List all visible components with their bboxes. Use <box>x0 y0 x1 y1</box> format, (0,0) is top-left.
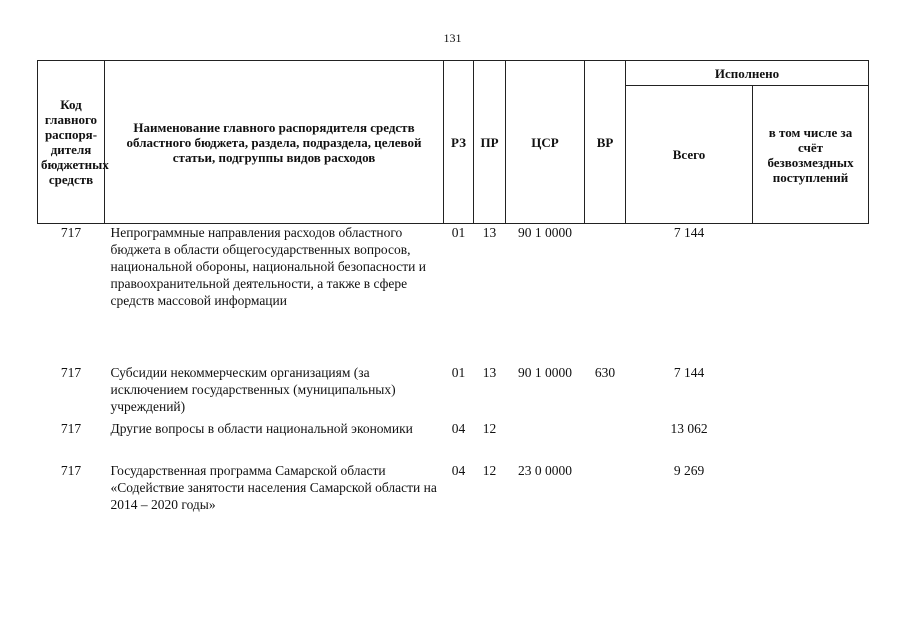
header-rz: РЗ <box>444 61 474 224</box>
cell-pr: 13 <box>482 365 497 380</box>
cell-pr: 12 <box>482 421 497 436</box>
cell-name: Государственная программа Самарской области «Содействие занятости населения Самарской области на 2014 – 2020 годы» <box>110 463 437 512</box>
cell-rz: 04 <box>451 463 466 478</box>
header-csr: ЦСР <box>506 61 585 224</box>
cell-incl <box>753 224 869 365</box>
header-code: Код главного распоря-дителя бюджетных средств <box>38 61 105 224</box>
table-row <box>38 224 869 365</box>
cell-name: Другие вопросы в области национальной экономики <box>110 421 413 436</box>
cell-incl <box>753 420 869 462</box>
cell-incl <box>753 462 869 522</box>
page-number: 131 <box>443 31 462 45</box>
table-row <box>38 364 869 420</box>
cell-csr: 23 0 0000 <box>518 463 572 478</box>
cell-vr <box>585 462 626 522</box>
budget-table <box>37 60 869 522</box>
cell-code: 717 <box>60 463 82 478</box>
header-name: Наименование главного распорядителя средств областного бюджета, раздела, подраздела, целевой статьи, подгруппы видов расходов <box>105 61 444 224</box>
header-incl-free: в том числе за счёт безвозмездных поступлений <box>753 86 869 224</box>
cell-incl <box>753 364 869 420</box>
cell-name: Непрограммные направления расходов областного бюджета в области общегосударственных вопросов, национальной обороны, национальной безопасности и правоохранительной деятельности, а также в сфере средств массовой информации <box>110 225 426 308</box>
cell-total: 13 062 <box>670 421 708 436</box>
header-vr: ВР <box>585 61 626 224</box>
cell-vr <box>585 224 626 365</box>
table-header <box>38 61 869 224</box>
cell-vr <box>585 420 626 462</box>
cell-rz: 04 <box>451 421 466 436</box>
cell-code: 717 <box>60 365 82 380</box>
table-row <box>38 420 869 462</box>
cell-pr: 13 <box>482 225 497 240</box>
header-pr: ПР <box>474 61 506 224</box>
cell-csr: 90 1 0000 <box>518 365 572 380</box>
header-total: Всего <box>626 86 753 224</box>
cell-vr: 630 <box>594 365 616 380</box>
table-body <box>38 224 869 523</box>
cell-rz: 01 <box>451 365 466 380</box>
cell-total: 7 144 <box>673 225 705 240</box>
cell-total: 9 269 <box>673 463 705 478</box>
cell-code: 717 <box>60 225 82 240</box>
cell-csr: 90 1 0000 <box>518 225 572 240</box>
cell-code: 717 <box>60 421 82 436</box>
header-executed: Исполнено <box>626 61 869 86</box>
table-row <box>38 462 869 522</box>
cell-rz: 01 <box>451 225 466 240</box>
cell-csr <box>506 420 585 462</box>
cell-total: 7 144 <box>673 365 705 380</box>
cell-pr: 12 <box>482 463 497 478</box>
cell-name: Субсидии некоммерческим организациям (за исключением государственных (муниципальных) учреждений) <box>110 365 396 414</box>
